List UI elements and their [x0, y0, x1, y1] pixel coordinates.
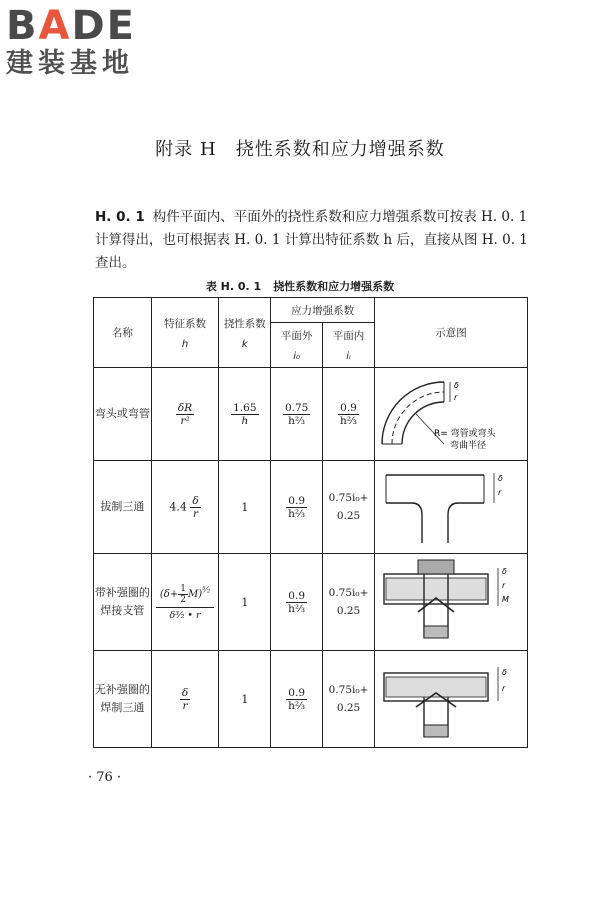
header-stress: 应力增强系数	[271, 298, 375, 323]
table-row	[94, 368, 528, 461]
coefficient-table	[93, 297, 528, 748]
logo-wordmark: BADE	[6, 3, 136, 49]
row-name: 带补强圈的焊接支管	[94, 554, 152, 651]
row-io: $\frac{0.9}{\text{h⅔}}$	[271, 461, 323, 554]
table-title: 挠性系数和应力增强系数	[273, 280, 395, 293]
row-name: 弯头或弯管	[94, 368, 152, 461]
delta-label: δ	[497, 474, 503, 483]
logo	[6, 3, 136, 80]
r-label: r	[497, 488, 502, 497]
table-row	[94, 651, 528, 748]
row-h: $\frac{\delta}{r}$	[151, 651, 219, 748]
drawn-tee-diagram	[374, 461, 527, 554]
row-ii: 0.75i₀+ 0.25	[323, 461, 375, 554]
row-io: $\frac{0.9}{\text{h⅔}}$	[271, 651, 323, 748]
row-name: 拔制三通	[94, 461, 152, 554]
clause-number: H. 0. 1	[95, 209, 145, 225]
table-number: 表 H. 0. 1	[205, 280, 262, 293]
row-k: 1	[219, 461, 271, 554]
row-io: $\frac{0.9}{\text{h⅔}}$	[271, 554, 323, 651]
row-h: (δ+ $\frac{1}{2}$ M)$^{^5⁄_2}$ δ³⁄₂ • r	[151, 554, 219, 651]
clause-text: 构件平面内、平面外的挠性系数和应力增强系数可按表 H. 0. 1 计算得出，也可根据表 H. 0. 1 计算出特征系数 h 后，直接从图 H. 0. 1 查出。	[95, 209, 528, 271]
r-label: r	[501, 581, 506, 590]
row-h: $\frac{\delta R}{\text{r²}}$	[151, 368, 219, 461]
header-out-plane: 平面外 i₀	[271, 323, 323, 368]
table-row	[94, 554, 528, 651]
delta-label: δ	[501, 668, 507, 677]
row-ii: 0.75i₀+ 0.25	[323, 651, 375, 748]
row-ii: $\frac{0.9}{\text{h⅔}}$	[323, 368, 375, 461]
delta-label: δ	[501, 567, 507, 576]
logo-subtitle: 建装基地	[6, 48, 134, 79]
table-caption	[0, 278, 600, 294]
r-label: r	[453, 393, 458, 402]
row-name: 无补强圈的焊制三通	[94, 651, 152, 748]
header-name: 名称	[94, 298, 152, 368]
row-ii: 0.75i₀+ 0.25	[323, 554, 375, 651]
row-io: $\frac{0.75}{\text{h⅔}}$	[271, 368, 323, 461]
header-flex-coef: 挠性系数 k	[219, 298, 271, 368]
elbow-label-2: 弯曲半径	[449, 441, 486, 451]
welded-pad-diagram	[374, 554, 527, 651]
header-diagram: 示意图	[374, 298, 527, 368]
elbow-label-1: R= 弯管或弯头	[433, 429, 496, 439]
row-k: $\frac{1.65}{h}$	[219, 368, 271, 461]
delta-label: δ	[453, 381, 459, 390]
page-title: 附录 H 挠性系数和应力增强系数	[155, 139, 445, 160]
row-k: 1	[219, 554, 271, 651]
r-label: r	[501, 684, 506, 693]
row-h: 4.4 $\frac{\delta}{r}$	[151, 461, 219, 554]
m-label: M	[501, 595, 509, 604]
header-char-coef: 特征系数 h	[151, 298, 219, 368]
elbow-diagram	[374, 368, 527, 461]
page-number: · 76 ·	[88, 770, 122, 785]
welded-tee-diagram	[374, 651, 527, 748]
header-in-plane: 平面内 iᵢ	[323, 323, 375, 368]
row-k: 1	[219, 651, 271, 748]
body-paragraph	[95, 206, 535, 275]
table-row	[94, 461, 528, 554]
